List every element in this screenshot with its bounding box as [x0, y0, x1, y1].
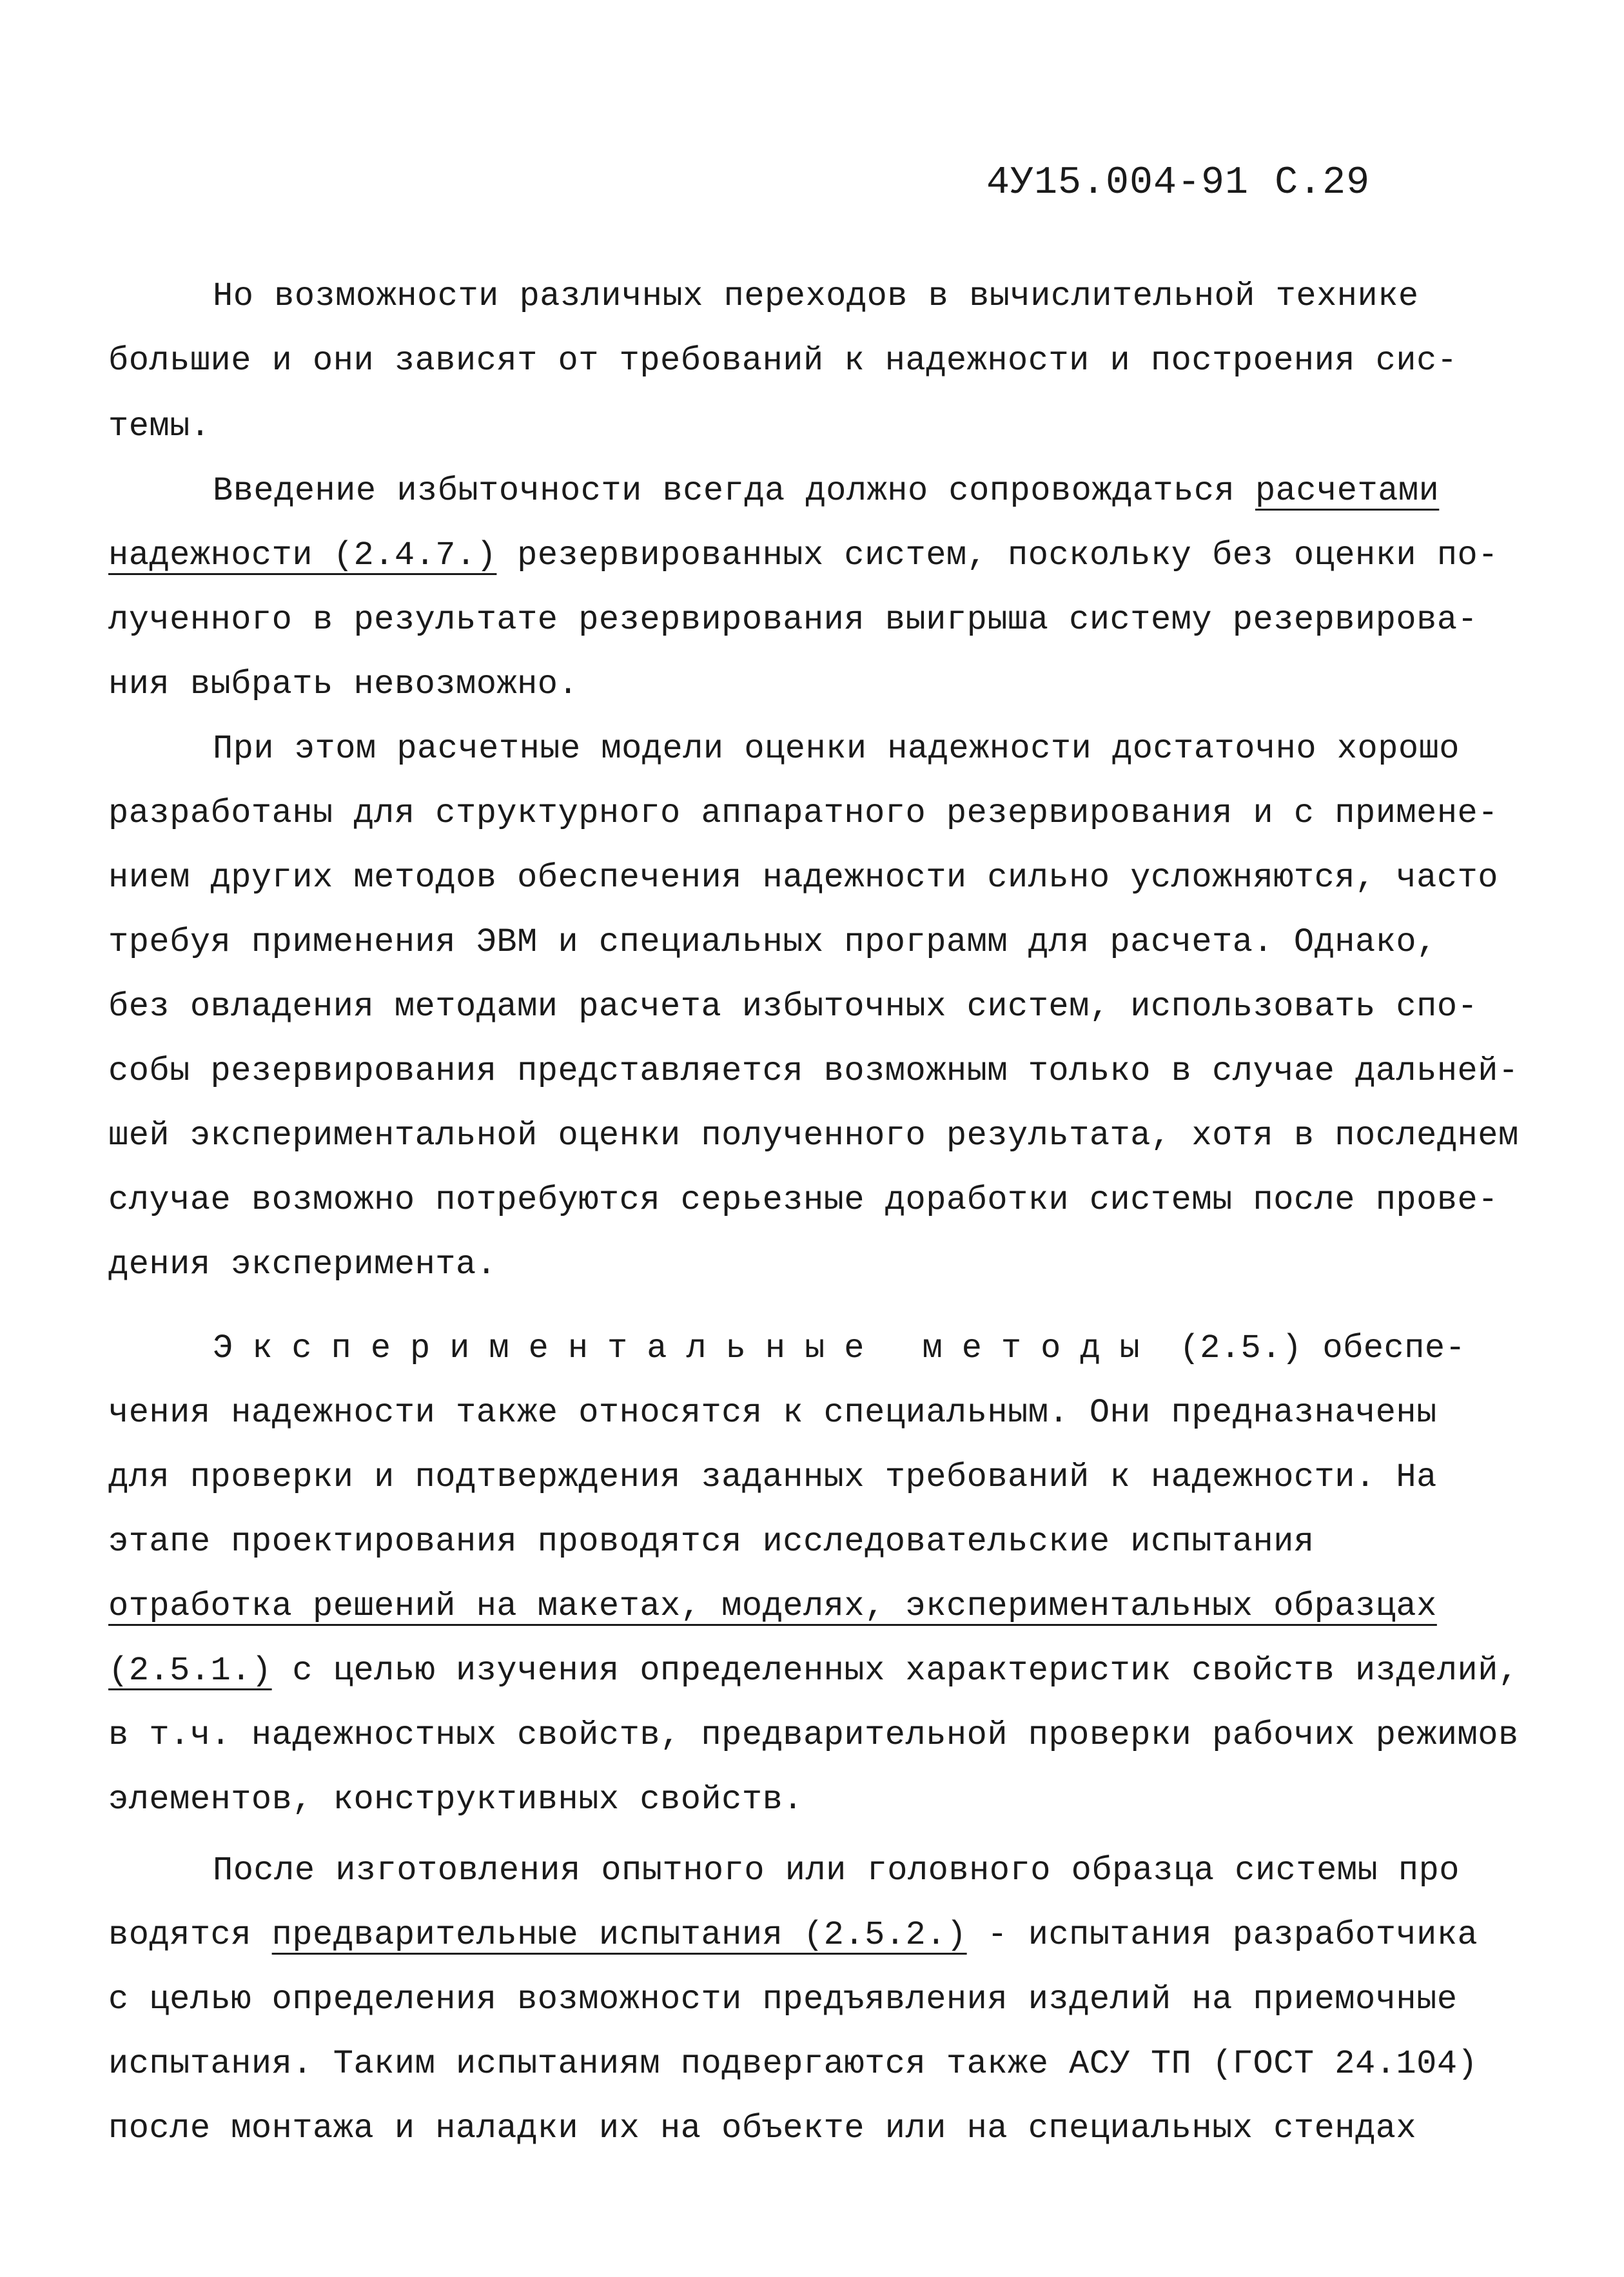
- text-line: Но возможности различных переходов в вычислительной технике: [213, 277, 1419, 315]
- text-line: этапе проектирования проводятся исследовательские испытания: [108, 1523, 1315, 1561]
- text-line: После изготовления опытного или головного образца системы про: [213, 1852, 1460, 1890]
- text-line: элементов, конструктивных свойств.: [108, 1781, 803, 1819]
- text-line: водятся предварительные испытания (2.5.2.) - испытания разработчика: [108, 1916, 1478, 1954]
- text-line: лученного в результате резервирования выигрыша систему резервирова-: [108, 601, 1478, 639]
- text-line: испытания. Таким испытаниям подвергаются также АСУ ТП (ГОСТ 24.104): [108, 2045, 1478, 2083]
- text-line: Экспериментальные методы (2.5.) обеспе-: [213, 1329, 1466, 1367]
- document-code: 4У15.004-91: [986, 161, 1249, 205]
- text-line: Введение избыточности всегда должно сопровождаться расчетами: [213, 472, 1440, 510]
- text-line: (2.5.1.) с целью изучения определенных характеристик свойств изделий,: [108, 1652, 1519, 1690]
- text-line: ния выбрать невозможно.: [108, 665, 579, 703]
- text-line: разработаны для структурного аппаратного резервирования и с примене-: [108, 794, 1498, 832]
- text-line: надежности (2.4.7.) резервированных систем, поскольку без оценки по-: [108, 536, 1498, 574]
- text-line: для проверки и подтверждения заданных требований к надежности. На: [108, 1458, 1437, 1496]
- text-line: шей экспериментальной оценки полученного результата, хотя в последнем: [108, 1117, 1519, 1155]
- reference-link: отработка решений на макетах, моделях, экспериментальных образцах: [108, 1587, 1437, 1625]
- text-line: с целью определения возможности предъявления изделий на приемочные: [108, 1980, 1458, 2018]
- text-line: после монтажа и наладки их на объекте или на специальных стендах: [108, 2109, 1417, 2147]
- text-line: чения надежности также относятся к специальным. Они предназначены: [108, 1394, 1437, 1432]
- text-line: темы.: [108, 407, 211, 445]
- text-line: дения эксперимента.: [108, 1246, 497, 1284]
- text-line: требуя применения ЭВМ и специальных программ для расчета. Однако,: [108, 923, 1437, 961]
- text-line: в т.ч. надежностных свойств, предварительной проверки рабочих режимов: [108, 1716, 1519, 1754]
- spaced-term: методы: [922, 1329, 1159, 1367]
- reference-link: (2.5.1.): [108, 1652, 272, 1690]
- reference-link: расчетами: [1255, 472, 1440, 510]
- text-line: большие и они зависят от требований к надежности и построения сис-: [108, 342, 1458, 380]
- page-header: [986, 161, 1370, 205]
- text-line: без овладения методами расчета избыточных систем, использовать спо-: [108, 988, 1478, 1026]
- text-line: случае возможно потребуются серьезные доработки системы после прове-: [108, 1181, 1498, 1219]
- text-line: При этом расчетные модели оценки надежности достаточно хорошо: [213, 730, 1460, 768]
- page-number: С.29: [1275, 161, 1371, 205]
- reference-link: предварительные испытания (2.5.2.): [271, 1916, 967, 1954]
- reference-link: надежности (2.4.7.): [108, 536, 497, 574]
- spaced-term: Экспериментальные: [213, 1329, 884, 1367]
- text-line: [108, 1584, 1494, 1629]
- text-line: нием других методов обеспечения надежности сильно усложняются, часто: [108, 859, 1498, 897]
- text-line: собы резервирования представляется возможным только в случае дальней-: [108, 1052, 1519, 1090]
